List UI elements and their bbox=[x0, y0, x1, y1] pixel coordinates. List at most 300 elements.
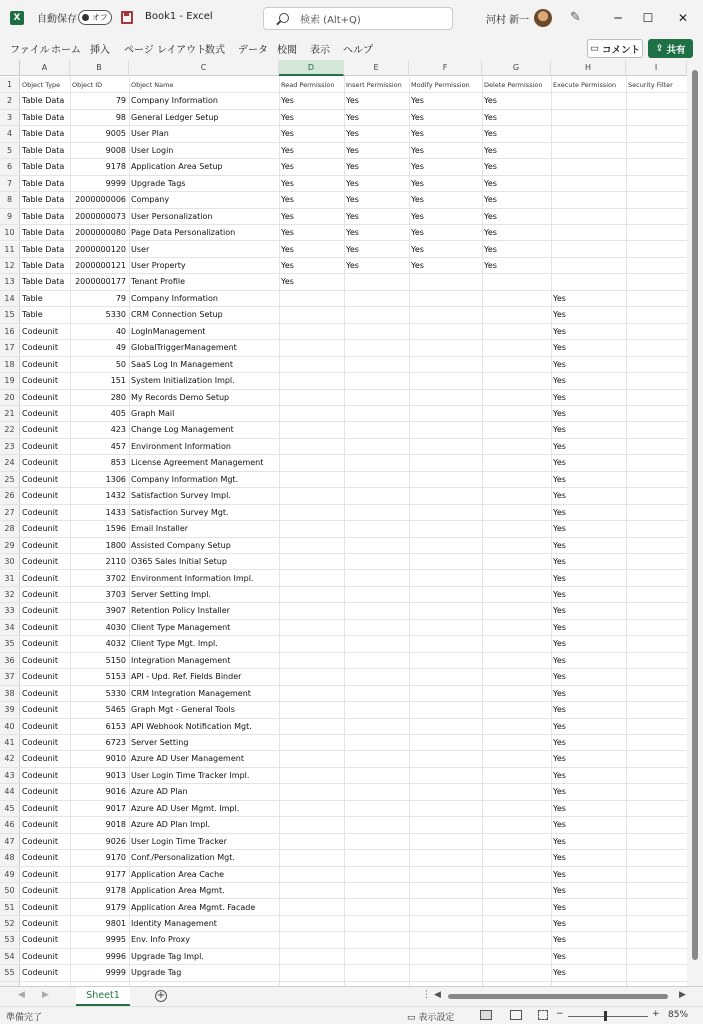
cell[interactable] bbox=[482, 357, 551, 372]
row-header[interactable]: 4 bbox=[0, 126, 20, 141]
cell[interactable]: Environment Information Impl. bbox=[131, 573, 254, 583]
cell[interactable]: Table Data bbox=[22, 228, 65, 238]
cell[interactable] bbox=[344, 291, 409, 306]
cell[interactable] bbox=[409, 538, 482, 553]
menu-page-layout[interactable]: ページ レイアウト bbox=[124, 45, 207, 56]
cell[interactable]: Yes bbox=[553, 573, 566, 583]
cell[interactable]: Yes bbox=[553, 968, 566, 978]
cell[interactable]: CRM Integration Management bbox=[131, 688, 251, 698]
cell[interactable] bbox=[409, 274, 482, 289]
cell[interactable]: Yes bbox=[484, 162, 497, 172]
cell[interactable]: 1432 bbox=[105, 491, 126, 501]
row-header[interactable]: 48 bbox=[0, 850, 20, 865]
cell[interactable]: Yes bbox=[484, 244, 497, 254]
cell[interactable]: 5150 bbox=[105, 655, 126, 665]
cell[interactable] bbox=[279, 916, 344, 931]
cell[interactable]: 50 bbox=[115, 359, 126, 369]
cell[interactable]: Yes bbox=[281, 244, 294, 254]
cell[interactable]: Codeunit bbox=[22, 869, 58, 879]
cell[interactable] bbox=[279, 291, 344, 306]
cell[interactable] bbox=[344, 965, 409, 980]
cell[interactable] bbox=[344, 867, 409, 882]
cell[interactable]: LogInManagement bbox=[131, 326, 206, 336]
cell[interactable] bbox=[409, 949, 482, 964]
cell[interactable] bbox=[344, 587, 409, 602]
next-sheet-icon[interactable]: ▶ bbox=[42, 990, 49, 1000]
cell[interactable] bbox=[279, 603, 344, 618]
cell[interactable]: Yes bbox=[346, 260, 359, 270]
row-header[interactable]: 54 bbox=[0, 949, 20, 964]
cell[interactable]: 6153 bbox=[105, 721, 126, 731]
cell[interactable]: Codeunit bbox=[22, 441, 58, 451]
cell[interactable]: Yes bbox=[411, 112, 424, 122]
cell[interactable]: Application Area Setup bbox=[131, 162, 223, 172]
row-header[interactable]: 6 bbox=[0, 159, 20, 174]
cell[interactable]: 5153 bbox=[105, 672, 126, 682]
cell[interactable] bbox=[482, 571, 551, 586]
cell[interactable]: Yes bbox=[553, 951, 566, 961]
cell[interactable]: Codeunit bbox=[22, 343, 58, 353]
cell[interactable]: General Ledger Setup bbox=[131, 112, 219, 122]
cell[interactable]: 2110 bbox=[105, 557, 126, 567]
cell[interactable] bbox=[279, 784, 344, 799]
cell[interactable] bbox=[279, 751, 344, 766]
cell[interactable]: 3703 bbox=[105, 589, 126, 599]
row-header[interactable]: 34 bbox=[0, 620, 20, 635]
cell[interactable] bbox=[344, 669, 409, 684]
zoom-slider[interactable] bbox=[568, 1016, 648, 1017]
cell[interactable] bbox=[409, 472, 482, 487]
cell[interactable]: Yes bbox=[553, 606, 566, 616]
cell[interactable]: 9018 bbox=[105, 820, 126, 830]
cell[interactable]: Yes bbox=[553, 770, 566, 780]
cell[interactable]: 5330 bbox=[105, 310, 126, 320]
cell[interactable]: Yes bbox=[281, 211, 294, 221]
cell[interactable]: Yes bbox=[553, 474, 566, 484]
cell[interactable] bbox=[482, 307, 551, 322]
cell[interactable] bbox=[344, 702, 409, 717]
cell[interactable] bbox=[482, 538, 551, 553]
cell[interactable] bbox=[279, 587, 344, 602]
cell[interactable] bbox=[409, 751, 482, 766]
cell[interactable]: Read Permission bbox=[281, 81, 335, 89]
cell[interactable]: Application Area Mgmt. Facade bbox=[131, 902, 256, 912]
cell[interactable] bbox=[551, 159, 626, 174]
row-header[interactable]: 11 bbox=[0, 242, 20, 257]
cell[interactable] bbox=[482, 324, 551, 339]
cell[interactable] bbox=[409, 587, 482, 602]
cell[interactable] bbox=[482, 949, 551, 964]
column-header-b[interactable]: B bbox=[70, 60, 129, 76]
cell[interactable]: Env. Info Proxy bbox=[131, 935, 190, 945]
cell[interactable]: Yes bbox=[411, 211, 424, 221]
cell[interactable]: Yes bbox=[553, 376, 566, 386]
cell[interactable]: 2000000120 bbox=[75, 244, 126, 254]
cell[interactable]: Codeunit bbox=[22, 853, 58, 863]
menu-formulas[interactable]: 数式 bbox=[205, 45, 225, 56]
cell[interactable]: 853 bbox=[110, 458, 126, 468]
row-header[interactable]: 52 bbox=[0, 916, 20, 931]
row-header[interactable]: 24 bbox=[0, 455, 20, 470]
cell[interactable]: Yes bbox=[553, 853, 566, 863]
cell[interactable] bbox=[344, 340, 409, 355]
cell[interactable] bbox=[482, 784, 551, 799]
cell[interactable]: Conf./Personalization Mgt. bbox=[131, 853, 235, 863]
cell[interactable]: 9008 bbox=[105, 145, 126, 155]
cell[interactable] bbox=[279, 521, 344, 536]
cell[interactable] bbox=[344, 949, 409, 964]
cell[interactable]: Codeunit bbox=[22, 392, 58, 402]
cell[interactable] bbox=[409, 719, 482, 734]
cell[interactable] bbox=[279, 406, 344, 421]
display-settings-button[interactable] bbox=[407, 1010, 454, 1023]
cell[interactable]: Assisted Company Setup bbox=[131, 540, 231, 550]
cell[interactable]: 2000000073 bbox=[75, 211, 126, 221]
cell[interactable]: Object Type bbox=[22, 81, 61, 89]
cell[interactable] bbox=[279, 620, 344, 635]
row-header[interactable]: 19 bbox=[0, 373, 20, 388]
scroll-left-icon[interactable]: ◀ bbox=[434, 990, 441, 1000]
row-header[interactable]: 27 bbox=[0, 505, 20, 520]
cell[interactable]: 49 bbox=[115, 343, 126, 353]
cell[interactable]: 9801 bbox=[105, 918, 126, 928]
cell[interactable]: Application Area Cache bbox=[131, 869, 225, 879]
cell[interactable]: Yes bbox=[553, 820, 566, 830]
cell[interactable]: Yes bbox=[553, 738, 566, 747]
cell[interactable]: 9016 bbox=[105, 787, 126, 797]
cell[interactable]: Table Data bbox=[22, 178, 65, 188]
column-header-c[interactable]: C bbox=[129, 60, 279, 76]
cell[interactable]: Codeunit bbox=[22, 803, 58, 813]
cell[interactable] bbox=[344, 274, 409, 289]
cell[interactable] bbox=[551, 126, 626, 141]
cell[interactable] bbox=[482, 900, 551, 915]
cell[interactable] bbox=[279, 373, 344, 388]
cell[interactable] bbox=[344, 801, 409, 816]
cell[interactable]: Yes bbox=[553, 688, 566, 698]
cell[interactable]: Yes bbox=[411, 96, 424, 106]
cell[interactable] bbox=[344, 324, 409, 339]
cell[interactable] bbox=[279, 505, 344, 520]
cell[interactable] bbox=[344, 505, 409, 520]
cell[interactable]: Codeunit bbox=[22, 589, 58, 599]
cell[interactable]: Yes bbox=[411, 228, 424, 238]
cell[interactable] bbox=[551, 93, 626, 108]
cell[interactable]: Codeunit bbox=[22, 886, 58, 896]
row-header[interactable]: 38 bbox=[0, 686, 20, 701]
cell[interactable] bbox=[482, 390, 551, 405]
cell[interactable]: Yes bbox=[346, 211, 359, 221]
row-header[interactable]: 17 bbox=[0, 340, 20, 355]
cell[interactable]: Table Data bbox=[22, 260, 65, 270]
cell[interactable] bbox=[482, 735, 551, 750]
cell[interactable]: Codeunit bbox=[22, 573, 58, 583]
cell[interactable]: Yes bbox=[281, 162, 294, 172]
cell[interactable] bbox=[482, 883, 551, 898]
cell[interactable] bbox=[482, 291, 551, 306]
row-header[interactable]: 36 bbox=[0, 653, 20, 668]
cell[interactable]: 9996 bbox=[105, 951, 126, 961]
cell[interactable]: Yes bbox=[553, 886, 566, 896]
cell[interactable]: 98 bbox=[115, 112, 126, 122]
row-header[interactable]: 22 bbox=[0, 422, 20, 437]
row-header[interactable]: 40 bbox=[0, 719, 20, 734]
cell[interactable]: Yes bbox=[553, 787, 566, 797]
cell[interactable]: Yes bbox=[553, 425, 566, 435]
cell[interactable]: Yes bbox=[553, 458, 566, 468]
cell[interactable]: Yes bbox=[346, 195, 359, 205]
column-header-f[interactable]: F bbox=[409, 60, 482, 76]
cell[interactable]: 3702 bbox=[105, 573, 126, 583]
row-header[interactable]: 16 bbox=[0, 324, 20, 339]
cell[interactable]: Yes bbox=[484, 96, 497, 106]
row-header[interactable]: 10 bbox=[0, 225, 20, 240]
cell[interactable]: 405 bbox=[110, 409, 126, 418]
cell[interactable]: Codeunit bbox=[22, 738, 58, 747]
cell[interactable] bbox=[482, 751, 551, 766]
cell[interactable]: System Initialization Impl. bbox=[131, 376, 235, 386]
cell[interactable] bbox=[409, 900, 482, 915]
row-header[interactable]: 31 bbox=[0, 571, 20, 586]
cell[interactable]: 9178 bbox=[105, 162, 126, 172]
cell[interactable]: Table bbox=[22, 310, 43, 320]
cell[interactable] bbox=[279, 307, 344, 322]
cell[interactable] bbox=[409, 324, 482, 339]
cell[interactable] bbox=[482, 422, 551, 437]
cell[interactable]: Yes bbox=[346, 129, 359, 139]
cell[interactable] bbox=[279, 735, 344, 750]
cell[interactable] bbox=[551, 209, 626, 224]
cell[interactable] bbox=[409, 965, 482, 980]
cell[interactable] bbox=[551, 242, 626, 257]
cell[interactable]: CRM Connection Setup bbox=[131, 310, 223, 320]
cell[interactable] bbox=[551, 274, 626, 289]
cell[interactable]: Yes bbox=[553, 441, 566, 451]
cell[interactable]: Graph Mgt - General Tools bbox=[131, 705, 235, 715]
zoom-slider-thumb[interactable] bbox=[604, 1011, 607, 1021]
cell[interactable]: Table Data bbox=[22, 96, 65, 106]
row-header[interactable]: 5 bbox=[0, 143, 20, 158]
cell[interactable]: Yes bbox=[346, 244, 359, 254]
cell[interactable] bbox=[482, 916, 551, 931]
cell[interactable]: Yes bbox=[281, 145, 294, 155]
cell[interactable]: Client Type Management bbox=[131, 622, 231, 632]
cell[interactable] bbox=[482, 850, 551, 865]
cell[interactable]: Codeunit bbox=[22, 557, 58, 567]
cell[interactable] bbox=[344, 850, 409, 865]
cell[interactable]: Codeunit bbox=[22, 622, 58, 632]
cell[interactable] bbox=[279, 653, 344, 668]
cell[interactable]: Yes bbox=[411, 162, 424, 172]
row-header[interactable]: 29 bbox=[0, 538, 20, 553]
cell[interactable]: Yes bbox=[553, 343, 566, 353]
cell[interactable]: Yes bbox=[553, 836, 566, 846]
cell[interactable]: 2000000177 bbox=[75, 277, 126, 287]
cell[interactable] bbox=[279, 817, 344, 832]
horizontal-scroll-thumb[interactable] bbox=[448, 994, 668, 999]
cell[interactable]: 9999 bbox=[105, 178, 126, 188]
cell[interactable]: Identity Management bbox=[131, 918, 217, 928]
cell[interactable] bbox=[409, 636, 482, 651]
cell[interactable]: Codeunit bbox=[22, 458, 58, 468]
cell[interactable]: Insert Permission bbox=[346, 81, 402, 89]
cell[interactable]: Codeunit bbox=[22, 721, 58, 731]
cell[interactable]: Table Data bbox=[22, 195, 65, 205]
cell[interactable]: User Login Time Tracker bbox=[131, 836, 227, 846]
cell[interactable]: 2000000006 bbox=[75, 195, 126, 205]
vertical-scroll-thumb[interactable] bbox=[692, 70, 698, 960]
cell[interactable]: Yes bbox=[346, 145, 359, 155]
pen-icon[interactable]: ✎ bbox=[570, 10, 581, 25]
cell[interactable] bbox=[482, 373, 551, 388]
row-header[interactable]: 43 bbox=[0, 768, 20, 783]
cell[interactable]: Codeunit bbox=[22, 507, 58, 517]
cell[interactable] bbox=[279, 850, 344, 865]
cell[interactable]: 9178 bbox=[105, 886, 126, 896]
cell[interactable] bbox=[409, 439, 482, 454]
row-header[interactable]: 55 bbox=[0, 965, 20, 980]
cell[interactable]: User Personalization bbox=[131, 211, 213, 221]
cell[interactable] bbox=[409, 521, 482, 536]
cell[interactable] bbox=[279, 883, 344, 898]
cell[interactable] bbox=[344, 719, 409, 734]
cell[interactable] bbox=[279, 488, 344, 503]
cell[interactable]: Yes bbox=[553, 655, 566, 665]
cell[interactable]: Codeunit bbox=[22, 951, 58, 961]
cell[interactable] bbox=[279, 422, 344, 437]
column-header-e[interactable]: E bbox=[344, 60, 409, 76]
cell[interactable] bbox=[344, 571, 409, 586]
cell[interactable]: 457 bbox=[110, 441, 126, 451]
cell[interactable]: Yes bbox=[281, 228, 294, 238]
cell[interactable]: Yes bbox=[281, 178, 294, 188]
cell[interactable] bbox=[551, 176, 626, 191]
cell[interactable]: Delete Permission bbox=[484, 81, 543, 89]
column-header-i[interactable]: I bbox=[626, 60, 687, 76]
cell[interactable]: Codeunit bbox=[22, 639, 58, 649]
comment-button[interactable] bbox=[587, 39, 643, 58]
cell[interactable]: Yes bbox=[553, 935, 566, 945]
cell[interactable] bbox=[409, 505, 482, 520]
cell[interactable] bbox=[344, 768, 409, 783]
cell[interactable] bbox=[409, 817, 482, 832]
cell[interactable] bbox=[279, 965, 344, 980]
cell[interactable] bbox=[482, 801, 551, 816]
row-header[interactable]: 37 bbox=[0, 669, 20, 684]
row-header[interactable]: 51 bbox=[0, 900, 20, 915]
cell[interactable]: Client Type Mgt. Impl. bbox=[131, 639, 218, 649]
row-header[interactable]: 26 bbox=[0, 488, 20, 503]
cell[interactable]: Codeunit bbox=[22, 409, 58, 418]
cell[interactable] bbox=[279, 571, 344, 586]
cell[interactable] bbox=[482, 686, 551, 701]
cell[interactable] bbox=[482, 702, 551, 717]
autosave-toggle[interactable] bbox=[78, 10, 112, 25]
cell[interactable]: Server Setting Impl. bbox=[131, 589, 211, 599]
row-header[interactable]: 33 bbox=[0, 603, 20, 618]
cell[interactable]: Yes bbox=[484, 260, 497, 270]
row-header[interactable]: 21 bbox=[0, 406, 20, 421]
cell[interactable]: Codeunit bbox=[22, 376, 58, 386]
cell[interactable] bbox=[482, 505, 551, 520]
cell[interactable] bbox=[279, 538, 344, 553]
cell[interactable]: 9177 bbox=[105, 869, 126, 879]
cell[interactable]: Company bbox=[131, 195, 170, 205]
cell[interactable]: SaaS Log In Management bbox=[131, 359, 234, 369]
cell[interactable]: Yes bbox=[281, 260, 294, 270]
row-header[interactable]: 42 bbox=[0, 751, 20, 766]
cell[interactable]: 9013 bbox=[105, 770, 126, 780]
cell[interactable] bbox=[279, 472, 344, 487]
cell[interactable]: Object Name bbox=[131, 81, 174, 89]
cell[interactable] bbox=[279, 900, 344, 915]
cell[interactable] bbox=[409, 834, 482, 849]
minimize-button[interactable]: ─ bbox=[614, 11, 622, 25]
cell[interactable]: 2000000080 bbox=[75, 228, 126, 238]
cell[interactable]: User Property bbox=[131, 260, 186, 270]
row-header[interactable]: 1 bbox=[0, 77, 20, 92]
close-button[interactable]: ✕ bbox=[677, 11, 689, 25]
cell[interactable] bbox=[409, 620, 482, 635]
cell[interactable]: Yes bbox=[553, 918, 566, 928]
cell[interactable]: Codeunit bbox=[22, 688, 58, 698]
cell[interactable] bbox=[279, 932, 344, 947]
cell[interactable]: 1800 bbox=[105, 540, 126, 550]
cell[interactable]: Codeunit bbox=[22, 754, 58, 764]
cell[interactable] bbox=[344, 406, 409, 421]
cell[interactable]: Yes bbox=[553, 491, 566, 501]
cell[interactable] bbox=[482, 719, 551, 734]
cell[interactable] bbox=[344, 834, 409, 849]
cell[interactable]: Codeunit bbox=[22, 902, 58, 912]
cell[interactable]: 280 bbox=[110, 392, 126, 402]
row-header[interactable]: 9 bbox=[0, 209, 20, 224]
normal-view-icon[interactable] bbox=[480, 1010, 492, 1020]
add-sheet-icon[interactable]: + bbox=[156, 990, 166, 1001]
cell[interactable]: API Webhook Notification Mgt. bbox=[131, 721, 252, 731]
cell[interactable] bbox=[409, 373, 482, 388]
cell[interactable]: Yes bbox=[553, 310, 566, 320]
cell[interactable]: Yes bbox=[346, 178, 359, 188]
user-name[interactable]: 河村 新一 bbox=[486, 15, 530, 26]
row-header[interactable]: 15 bbox=[0, 307, 20, 322]
cell[interactable]: Yes bbox=[553, 293, 566, 303]
menu-file[interactable]: ファイル bbox=[10, 45, 50, 56]
cell[interactable]: Codeunit bbox=[22, 524, 58, 534]
row-header[interactable]: 8 bbox=[0, 192, 20, 207]
row-header[interactable]: 53 bbox=[0, 932, 20, 947]
cell[interactable]: Yes bbox=[281, 112, 294, 122]
split-handle-icon[interactable]: ⋮ bbox=[422, 990, 431, 1000]
zoom-out-button[interactable]: − bbox=[556, 1009, 564, 1019]
cell[interactable] bbox=[279, 867, 344, 882]
cell[interactable]: Codeunit bbox=[22, 820, 58, 830]
cell[interactable] bbox=[279, 636, 344, 651]
cell[interactable] bbox=[344, 538, 409, 553]
cell[interactable]: 2000000121 bbox=[75, 260, 126, 270]
menu-insert[interactable]: 挿入 bbox=[90, 45, 110, 56]
cell[interactable]: User Login Time Tracker Impl. bbox=[131, 770, 250, 780]
share-button[interactable] bbox=[648, 39, 693, 58]
cell[interactable]: Yes bbox=[484, 129, 497, 139]
cell[interactable] bbox=[279, 702, 344, 717]
cell[interactable] bbox=[482, 932, 551, 947]
cell[interactable] bbox=[482, 965, 551, 980]
cell[interactable]: Yes bbox=[553, 540, 566, 550]
cell[interactable] bbox=[551, 143, 626, 158]
cell[interactable] bbox=[279, 719, 344, 734]
cell[interactable] bbox=[344, 455, 409, 470]
